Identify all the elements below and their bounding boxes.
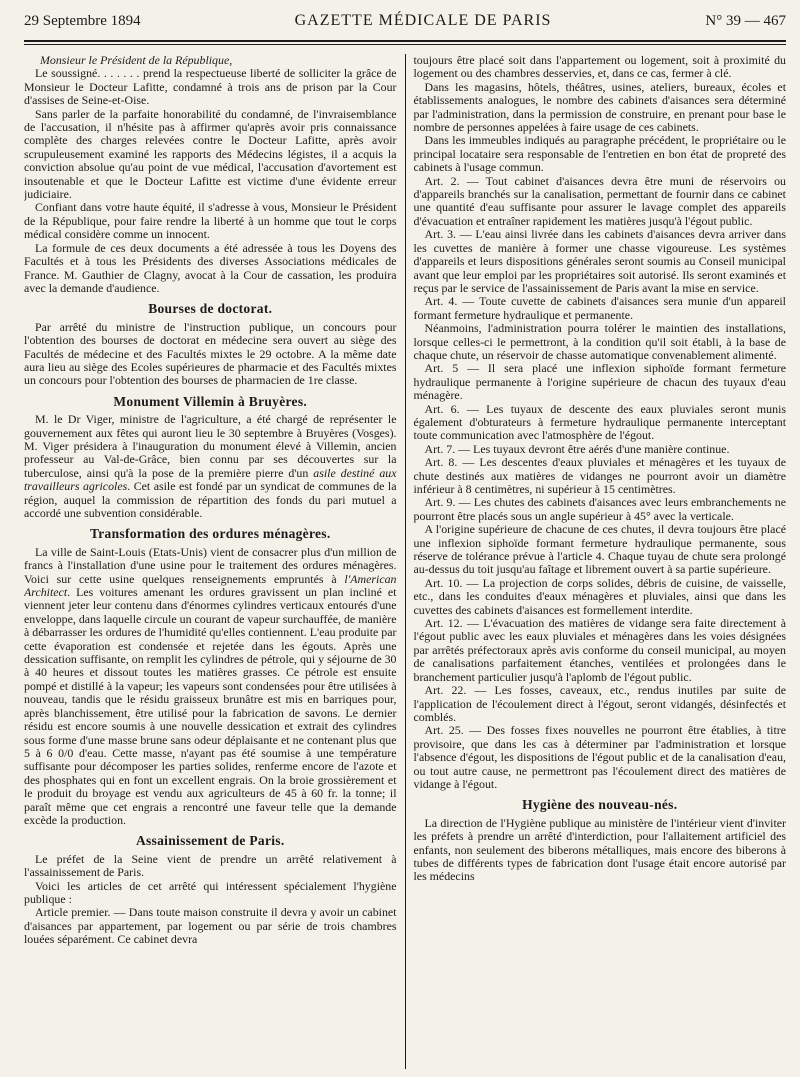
article-paragraph: Art. 12. — L'évacuation des matières de vidange sera faite directement à l'égout public avec les eaux pluviales et ménagères dans les voies désignées par arrêtés préfectoraux après avis conforme du conseil municipal, au moyen de canalisations parfaitement étanches, ventilées et prolongées dans le branchement particulier jusqu'à l'aplomb de l'égout public.	[413, 616, 786, 684]
article-paragraph: Art. 7. — Les tuyaux devront être aérés d'une manière continue.	[424, 441, 730, 456]
header-rule-thin	[24, 44, 786, 45]
article-paragraph: Néanmoins, l'administration pourra tolérer le maintien des installations, lorsque celles-ci le permettront, à la condition qu'il soit établi, à la base de chaque chute, un réservoir de chasse automatique convenablement alimenté.	[413, 321, 786, 362]
ordures-paragraph: La ville de Saint-Louis (Etats-Unis) vient de consacrer plus d'un million de francs à l'installation d'une usine pour le traitement des ordures ménagères. Voici sur cette usine quelques renseignements empruntés à l'American Architect. Les voitures amenant les ordures gravissent un plan incliné et viennent jeter leur contenu dans d'énormes cylindres verticaux entourés d'une enveloppe, dans laquelle circule un courant de vapeur surchauffée, de manière à débarrasser les ordures de l'humidité qu'elles contiennent. L'eau produite par cette évaporation est condensée et rejetée dans les égouts. Après une dessication suffisante, on remplit les cylindres de pétrole, qui y séjourne de 30 à 40 heures et dissout toutes les matières grasses. Ce pétrole est ensuite pompé et distillé à la vapeur; les vapeurs sont condensées pour être utilisées à nouveau, tandis que le résidu graisseux brunâtre est mis en barriques pour, après blanchissement, être utilisé pour la fabrication de savons. Le dernier résidu est encore soumis à une nouvelle dessication et extrait des cylindres sous forme d'une masse brune sans odeur déplaisante et ne contenant plus que 5 à 6 0/0 d'eau. Cette masse, n'ayant pas été soumise à une température suffisante pour décomposer les parties solides, renferme encore de l'azote et des phosphates qui en font un excellent engrais. On la broie grossièrement et le produit du broyage est vendu aux agriculteurs de 45 à 60 fr. la tonne; il paraît même que cet engrais a rencontré une faveur telle que la demande excède la production.	[24, 544, 397, 827]
article-paragraph: Art. 8. — Les descentes d'eaux pluviales et ménagères et les tuyaux de chute destinés aux matières de vidanges ne pourront avoir un diamètre inférieur à 8 centimètres, ni supérieur à 15 centimètres.	[413, 455, 786, 496]
article-paragraph: Article premier. — Dans toute maison construite il devra y avoir un cabinet d'aisances par appartement, par logement ou par série de trois chambres louées séparément. Ce cabinet devra	[24, 905, 397, 947]
section-heading-villemin: Monument Villemin à Bruyères.	[113, 393, 308, 409]
hygiene-paragraph: La direction de l'Hygiène publique au ministère de l'intérieur vient d'inviter les préfets à prendre un arrêté d'interdiction, pour l'allaitement artificiel des enfants, non seulement des biberons métalliques, mais encore des biberons à tubes de différents types de fabrication dont l'usage était encore autorisé par les médecins	[413, 815, 786, 884]
article-paragraph: Dans les magasins, hôtels, théâtres, usines, ateliers, bureaux, écoles et établissements analogues, le nombre des cabinets d'aisances sera déterminé par l'administration, dans la permission de construire, en prenant pour base le nombre de personnes appelées à faire usage de ces cabinets.	[413, 79, 786, 135]
article-paragraph: Art. 5 — Il sera placé une inflexion siphoïde formant fermeture hydraulique permanente à l'origine supérieure de chacun des tuyaux d'eau ménagère.	[413, 361, 786, 403]
bourses-paragraph: Par arrêté du ministre de l'instruction publique, un concours pour l'obtention des bourses de doctorat en médecine sera ouvert au siège des Facultés de médecine et des Facultés mixtes le 29 octobre. A la même date aura lieu au siège des Ecoles supérieures de pharmacie et des Facultés mixtes un concours pour l'obtention des bourses de pharmacien de 1re classe.	[24, 319, 397, 388]
petition-paragraph: Sans parler de la parfaite honorabilité du condamné, de l'invraisemblance de l'accusation, il n'hésite pas à affirmer qu'après avoir pris connaissance complète des charges relevées contre le Docteur Lafitte, après avoir scrupuleusement examiné les rapports des Médecins légistes, il a acquis la conviction absolue qu'au point de vue médical, l'accusation d'avortement est insoutenable et que le Docteur Lafitte est victime d'une évidente erreur judiciaire.	[24, 106, 397, 202]
page-header	[24, 12, 786, 38]
assainissement-paragraph: Voici les articles de cet arrêté qui intéressent spécialement l'hygiène publique :	[24, 878, 397, 906]
article-columns	[24, 54, 786, 1069]
petition-paragraph: Confiant dans votre haute équité, il s'adresse à vous, Monsieur le Président de la République, pour faire rendre la liberté à un homme que tout le corps médical considère comme un innocent.	[24, 200, 397, 242]
section-heading-hygiene: Hygiène des nouveau-nés.	[522, 797, 678, 813]
section-heading-ordures: Transformation des ordures ménagères.	[89, 526, 331, 542]
villemin-paragraph: M. le Dr Viger, ministre de l'agriculture, a été chargé de représenter le gouvernement aux fêtes qui auront lieu le 30 septembre à Bruyères (Vosges). M. Viger présidera à l'inauguration du monument élevé à Villemin, ancien professeur au Val-de-Grâce, bien connu par ses découvertes sur la tuberculose, ainsi qu'à la pose de la première pierre d'un asile destiné aux travailleurs agricoles. Cet asile est fondé par un syndicat de communes de la région, auquel la commission de répartition des fonds du pari mutuel a accordé une subvention considérable.	[24, 412, 397, 520]
article-paragraph: A l'origine supérieure de chacune de ces chutes, il devra toujours être placé une inflexion siphoïde formant fermeture hydraulique permanente, sous réserve de tolérance prévue à l'article 4. Chaque tuyau de chute sera prolongé au-dessus du toit jusqu'au faîtage et librement ouvert à sa partie supérieure.	[413, 522, 786, 577]
article-paragraph: Art. 22. — Les fosses, caveaux, etc., rendus inutiles par suite de l'application de l'écoulement direct à l'égout, seront vidangés, désinfectés et comblés.	[413, 683, 786, 724]
article-paragraph: Art. 3. — L'eau ainsi livrée dans les cabinets d'aisances devra arriver dans les cuvettes de manière à former une chasse vigoureuse. Les systèmes d'appareils et leurs dispositions générales seront soumis au Conseil municipal avant que leur emploi par les propriétaires soit autorisé. Ils seront examinés et reçus par le service de l'assainissement de Paris avant la mise en service.	[413, 227, 786, 295]
section-heading-assainissement: Assainissement de Paris.	[135, 833, 285, 849]
issue-number: N° 39 — 467	[705, 13, 786, 29]
header-date: 29 Septembre 1894	[24, 13, 141, 29]
article-paragraph: Art. 9. — Les chutes des cabinets d'aisances avec leurs embranchements ne pourront être placés sous un angle supérieur à 45° avec la verticale.	[413, 495, 786, 523]
left-column	[24, 54, 405, 1069]
italic-source: l'American Architect	[24, 571, 397, 600]
salutation: Monsieur le Président de la République,	[40, 54, 233, 67]
continued-paragraph: toujours être placé soit dans l'appartement ou logement, soit à proximité du logement ou des chambres desservies, et, dans ce cas, fermer à clé.	[413, 54, 786, 81]
article-paragraph: Art. 10. — La projection de corps solides, débris de cuisine, de vaisselle, etc., dans les conduites d'eaux ménagères et pluviales, ainsi que dans les cuvettes des cabinets d'aisances est formellement interdite.	[413, 575, 786, 617]
assainissement-paragraph: Le préfet de la Seine vient de prendre un arrêté relativement à l'assainissement de Paris.	[24, 851, 397, 880]
right-column	[405, 54, 787, 1069]
section-heading-bourses: Bourses de doctorat.	[148, 301, 273, 317]
article-paragraph: Art. 2. — Tout cabinet d'aisances devra être muni de réservoirs ou d'appareils branchés sur la canalisation, permettant de fournir dans ce cabinet une quantité d'eau suffisante pour assurer le lavage complet des appareils d'évacuation et entraîner rapidement les matières jusqu'à l'égout public.	[413, 173, 786, 228]
petition-paragraph: Le soussigné. . . . . . . prend la respectueuse liberté de solliciter la grâce de Monsieur le Docteur Lafitte, condamné à trois ans de prison par la Cour d'assises de Seine-et-Oise.	[24, 66, 397, 108]
journal-title: GAZETTE MÉDICALE DE PARIS	[294, 12, 552, 29]
header-rule	[24, 40, 786, 42]
article-paragraph: Art. 25. — Des fosses fixes nouvelles ne pourront être établies, à titre provisoire, que dans les cas à déterminer par l'administration et lorsque l'absence d'égout, les dispositions de l'égout public et de la canalisation d'eau, ou tout autre cause, ne permettront pas l'écoulement direct des matières de vidange à l'égout.	[413, 723, 786, 791]
article-paragraph: Dans les immeubles indiqués au paragraphe précédent, le propriétaire ou le principal locataire sera responsable de l'entretien en bon état de propreté des cabinets à l'usage commun.	[413, 133, 786, 175]
article-paragraph: Art. 6. — Les tuyaux de descente des eaux pluviales seront munis également d'obturateurs à fermeture hydraulique permanente interceptant toute communication avec l'atmosphère de l'égout.	[413, 401, 786, 443]
article-paragraph: Art. 4. — Toute cuvette de cabinets d'aisances sera munie d'un appareil formant fermeture hydraulique et permanente.	[413, 294, 786, 322]
petition-paragraph: La formule de ces deux documents a été adressée à tous les Doyens des Facultés et à tous les Présidents des diverses Associations médicales de France. M. Gauthier de Clagny, avocat à la Cour de cassation, les produira avec la demande d'audience.	[24, 240, 397, 295]
italic-phrase: asile destiné aux travailleurs agricoles	[24, 465, 397, 494]
